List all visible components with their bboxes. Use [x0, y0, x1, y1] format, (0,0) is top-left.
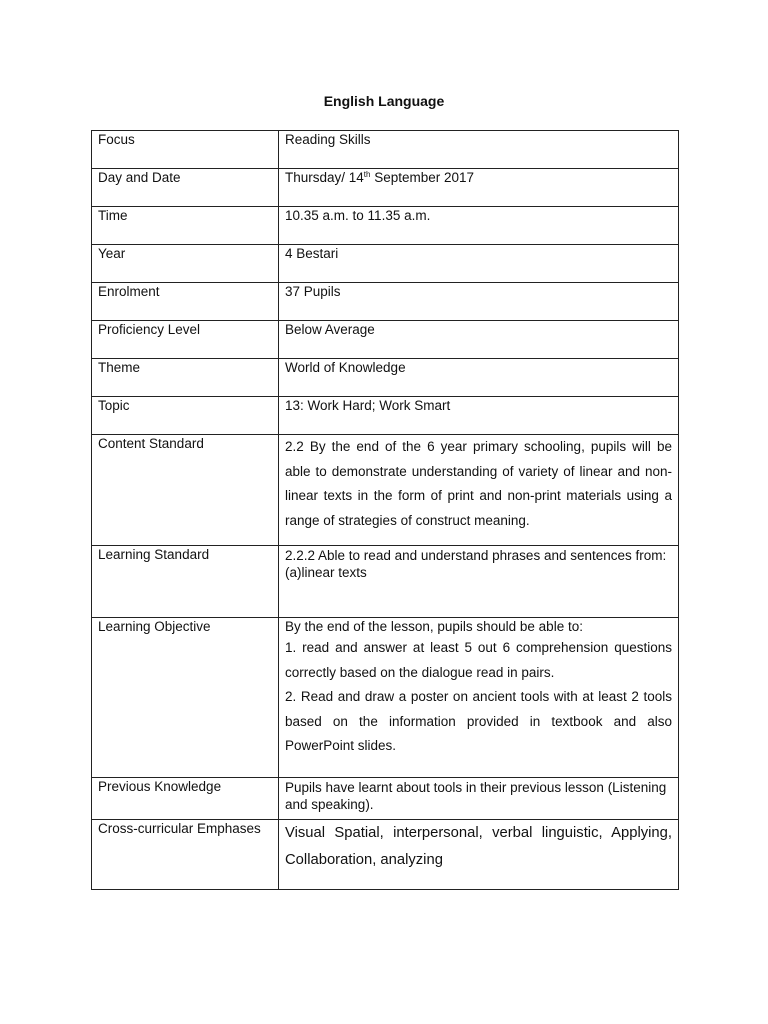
learning-objective-line: 1. read and answer at least 5 out 6 comprehension questions correctly based on the dialogue read in pairs. — [285, 640, 672, 680]
table-row — [92, 618, 679, 778]
date-text: Thursday/ 14 — [285, 170, 364, 185]
row-label: Learning Objective — [92, 618, 279, 778]
row-value: 13: Work Hard; Work Smart — [279, 397, 679, 435]
row-label: Content Standard — [92, 435, 279, 546]
row-value: World of Knowledge — [279, 359, 679, 397]
row-label: Enrolment — [92, 283, 279, 321]
table-row — [92, 778, 679, 820]
row-value: 10.35 a.m. to 11.35 a.m. — [279, 207, 679, 245]
table-row — [92, 283, 679, 321]
row-value — [279, 169, 679, 207]
row-label: Theme — [92, 359, 279, 397]
table-row — [92, 435, 679, 546]
row-value — [279, 618, 679, 778]
cross-curricular-text: Visual Spatial, interpersonal, verbal linguistic, Applying, Collaboration, analyzing — [285, 825, 672, 868]
page-title: English Language — [323, 93, 445, 109]
row-value: Reading Skills — [279, 131, 679, 169]
table-row — [92, 359, 679, 397]
row-label: Focus — [92, 131, 279, 169]
row-value — [279, 546, 679, 618]
table-row — [92, 546, 679, 618]
row-value: Below Average — [279, 321, 679, 359]
row-value — [279, 820, 679, 890]
date-ordinal-suffix: th — [363, 170, 371, 179]
table-row — [92, 169, 679, 207]
row-label: Topic — [92, 397, 279, 435]
learning-standard-line: (a)linear texts — [285, 565, 367, 580]
learning-standard-line: 2.2.2 Able to read and understand phrases and sentences from: — [285, 548, 667, 563]
table-row — [92, 207, 679, 245]
content-standard-text: 2.2 By the end of the 6 year primary schooling, pupils will be able to demonstrate understanding of variety of linear and non-linear texts in the form of print and non-print materials using a range of strategies of construct meaning. — [285, 439, 672, 528]
row-value: 4 Bestari — [279, 245, 679, 283]
row-label: Day and Date — [92, 169, 279, 207]
row-value: 37 Pupils — [279, 283, 679, 321]
table-row — [92, 397, 679, 435]
table-row — [92, 321, 679, 359]
row-label: Learning Standard — [92, 546, 279, 618]
table-row — [92, 131, 679, 169]
learning-objective-line: By the end of the lesson, pupils should be able to: — [285, 619, 583, 634]
row-value: Pupils have learnt about tools in their previous lesson (Listening and speaking). — [279, 778, 679, 820]
learning-objective-line: 2. Read and draw a poster on ancient tools with at least 2 tools based on the information provided in textbook and also PowerPoint slides. — [285, 689, 672, 753]
lesson-plan-table — [91, 130, 679, 890]
table-row — [92, 820, 679, 890]
row-label: Time — [92, 207, 279, 245]
row-label: Year — [92, 245, 279, 283]
date-text-rest: September 2017 — [370, 170, 475, 185]
row-label: Previous Knowledge — [92, 778, 279, 820]
row-value — [279, 435, 679, 546]
table-row — [92, 245, 679, 283]
row-label: Cross-curricular Emphases — [92, 820, 279, 890]
row-label: Proficiency Level — [92, 321, 279, 359]
